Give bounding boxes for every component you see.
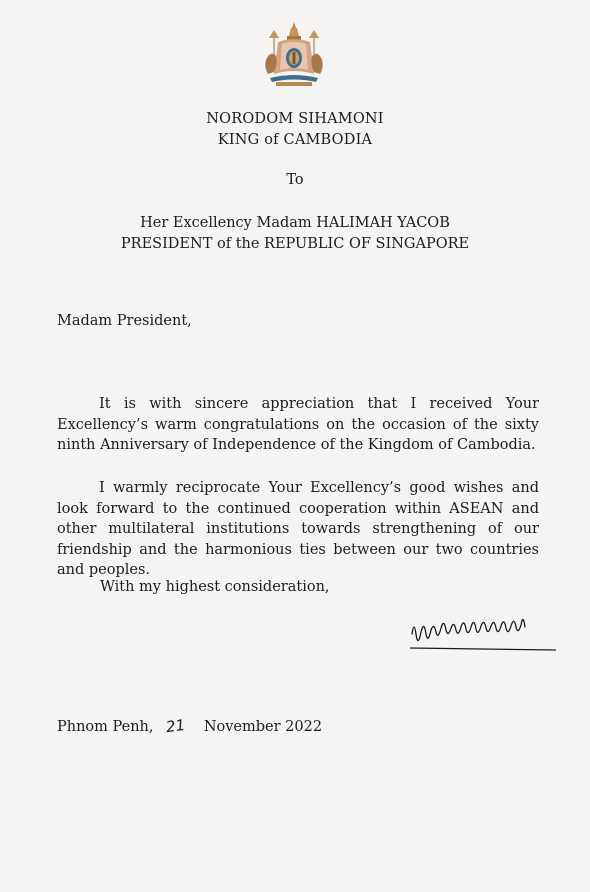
handwritten-day: 21 (164, 715, 187, 737)
recipient-name: Her Excellency Madam HALIMAH YACOB (140, 215, 450, 231)
closing-line: With my highest consideration, (100, 579, 330, 595)
royal-crest-icon (258, 20, 330, 92)
body-paragraph-2 (57, 478, 539, 581)
recipient-title: PRESIDENT of the REPUBLIC OF SINGAPORE (120, 236, 470, 252)
dateline (57, 717, 322, 735)
to-label: To (286, 172, 304, 188)
body-paragraph-2-text: I warmly reciprocate Your Excellency’s good wishes and look forward to the continued cooperation within ASEAN and other multilateral institutions towards strengthening of our friendship and the harmonious ties between our two countries and peoples. (57, 480, 539, 578)
body-paragraph-1 (57, 394, 539, 456)
recipient-block (0, 213, 590, 255)
letterhead (0, 109, 590, 151)
place-text: Phnom Penh, (57, 719, 154, 735)
sender-name: NORODOM SIHAMONI (206, 111, 384, 127)
salutation: Madam President, (57, 313, 192, 329)
sender-title: KING of CAMBODIA (217, 132, 373, 148)
month-year-text: November 2022 (203, 719, 323, 735)
body-paragraph-1-text: It is with sincere appreciation that I received Your Excellency’s warm congratulations on the occasion of the sixty ninth Anniversary of Independence of the Kingdom of Cambodia. (57, 396, 539, 453)
signature-icon (408, 612, 568, 654)
